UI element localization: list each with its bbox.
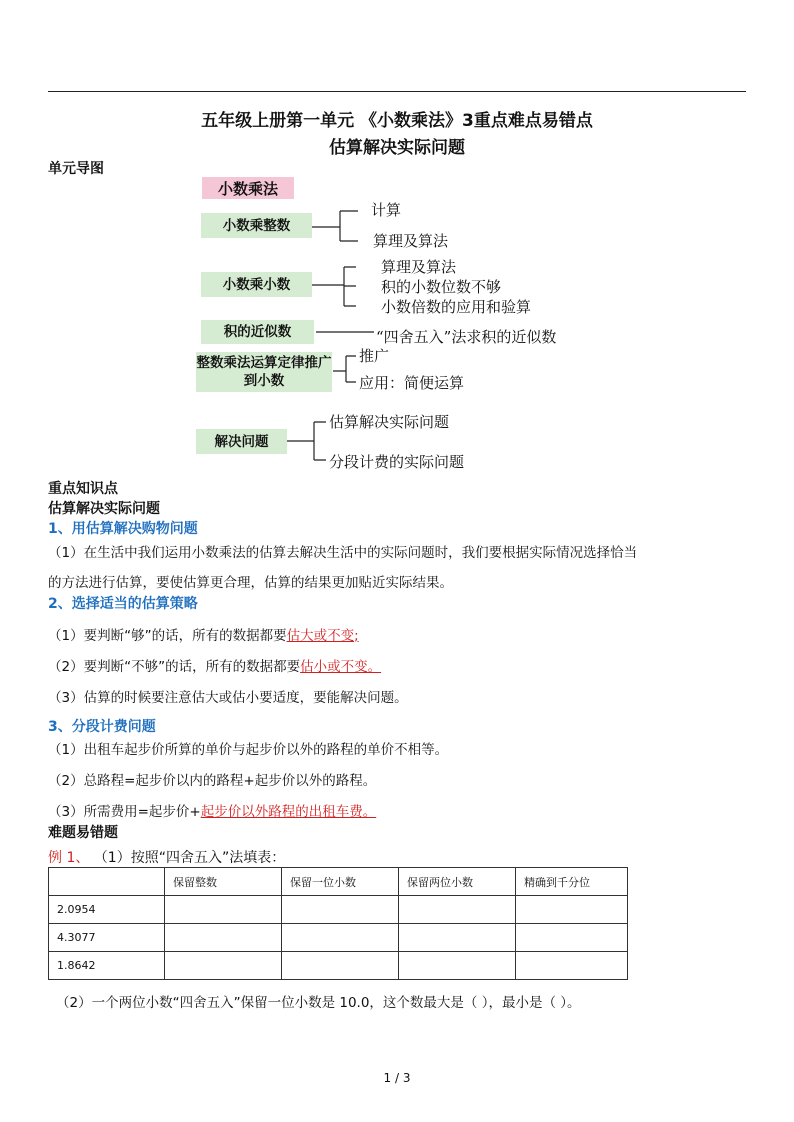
highlight-text: 估大或不变; xyxy=(286,628,359,644)
table-row-label: 4.3077 xyxy=(49,924,165,952)
table-row-label: 1.8642 xyxy=(49,952,165,980)
heading-2: 2、选择适当的估算策略 xyxy=(48,596,198,612)
paragraph-text: （1）要判断“够”的话，所有的数据都要 xyxy=(48,628,287,644)
table-row xyxy=(49,952,628,980)
heading-3: 3、分段计费问题 xyxy=(48,719,156,735)
table-row xyxy=(49,896,628,924)
answer-cell[interactable] xyxy=(282,952,399,980)
answer-cell[interactable] xyxy=(282,896,399,924)
mindmap-leaf: 应用：简便运算 xyxy=(359,374,465,392)
table-row xyxy=(49,924,628,952)
knowledge-section-label: 重点知识点 xyxy=(48,481,118,497)
mindmap-leaf: 估算解决实际问题 xyxy=(329,413,450,431)
answer-cell[interactable] xyxy=(165,896,282,924)
paragraph-text: （3）所需费用=起步价+ xyxy=(48,804,201,820)
example-1 xyxy=(48,847,285,867)
mindmap-leaf: “四舍五入”法求积的近似数 xyxy=(376,328,557,346)
paragraph-text: （2）要判断“不够”的话，所有的数据都要 xyxy=(48,659,301,675)
answer-cell[interactable] xyxy=(516,952,628,980)
mindmap-leaf: 计算 xyxy=(371,201,402,219)
paragraph-1-line-1: （1）在生活中我们运用小数乘法的估算去解决生活中的实际问题时，我们要根据实际情况选择恰当 xyxy=(48,545,638,561)
mindmap-leaf: 小数倍数的应用和验算 xyxy=(381,298,532,316)
paragraph-2c: （3）估算的时候要注意估大或估小要适度，要能解决问题。 xyxy=(48,690,408,706)
rounding-table xyxy=(48,867,628,980)
answer-cell[interactable] xyxy=(399,952,516,980)
paragraph-3c xyxy=(48,800,376,820)
answer-cell[interactable] xyxy=(399,924,516,952)
paragraph-2a xyxy=(48,624,359,644)
answer-cell[interactable] xyxy=(399,896,516,924)
highlight-text: 估小或不变。 xyxy=(300,659,382,675)
table-header-cell: 保留一位小数 xyxy=(282,868,399,896)
table-header-row xyxy=(49,868,628,896)
mindmap-leaf: 算理及算法 xyxy=(373,232,449,250)
answer-cell[interactable] xyxy=(282,924,399,952)
heading-1: 1、用估算解决购物问题 xyxy=(48,521,198,537)
mindmap-leaf: 积的小数位数不够 xyxy=(381,278,502,296)
mindmap-section-label: 单元导图 xyxy=(48,161,104,177)
highlight-text: 起步价以外路程的出租车费。 xyxy=(200,804,377,820)
paragraph-1-line-2: 的方法进行估算，要使估算更合理，估算的结果更加贴近实际结果。 xyxy=(48,575,453,591)
table-row-label: 2.0954 xyxy=(49,896,165,924)
example-label: 例 1、 xyxy=(48,850,90,866)
question-2: （2）一个两位小数“四舍五入”保留一位小数是 10.0，这个数最大是（ ），最小是（ ）。 xyxy=(56,995,581,1011)
paragraph-3b: （2）总路程=起步价以内的路程+起步价以外的路程。 xyxy=(48,773,377,789)
mindmap-branch-3: 积的近似数 xyxy=(201,320,314,344)
table-header-cell: 精确到千分位 xyxy=(516,868,628,896)
example-text: （1）按照“四舍五入”法填表： xyxy=(89,850,286,866)
mindmap-leaf: 分段计费的实际问题 xyxy=(329,453,465,471)
answer-cell[interactable] xyxy=(165,924,282,952)
hard-section-label: 难题易错题 xyxy=(48,825,118,841)
mindmap-leaf: 推广 xyxy=(359,347,390,365)
page-title: 五年级上册第一单元 《小数乘法》3重点难点易错点 xyxy=(201,111,593,131)
table-header-cell: 保留整数 xyxy=(165,868,282,896)
paragraph-2b xyxy=(48,655,381,675)
knowledge-topic: 估算解决实际问题 xyxy=(48,501,160,517)
mindmap-branch-1: 小数乘整数 xyxy=(201,213,312,238)
paragraph-3a: （1）出租车起步价所算的单价与起步价以外的路程的单价不相等。 xyxy=(48,742,449,758)
mindmap-branch-5: 解决问题 xyxy=(196,429,287,454)
mindmap-root: 小数乘法 xyxy=(202,177,294,199)
table-header-cell xyxy=(49,868,165,896)
mindmap-leaf: 算理及算法 xyxy=(381,258,457,276)
mindmap-branch-2: 小数乘小数 xyxy=(201,272,312,297)
page-subtitle: 估算解决实际问题 xyxy=(329,138,465,158)
answer-cell[interactable] xyxy=(516,924,628,952)
mindmap-branch-4: 整数乘法运算定律推广到小数 xyxy=(196,352,332,392)
table-header-cell: 保留两位小数 xyxy=(399,868,516,896)
answer-cell[interactable] xyxy=(516,896,628,924)
answer-cell[interactable] xyxy=(165,952,282,980)
page-number: 1 / 3 xyxy=(383,1071,411,1085)
